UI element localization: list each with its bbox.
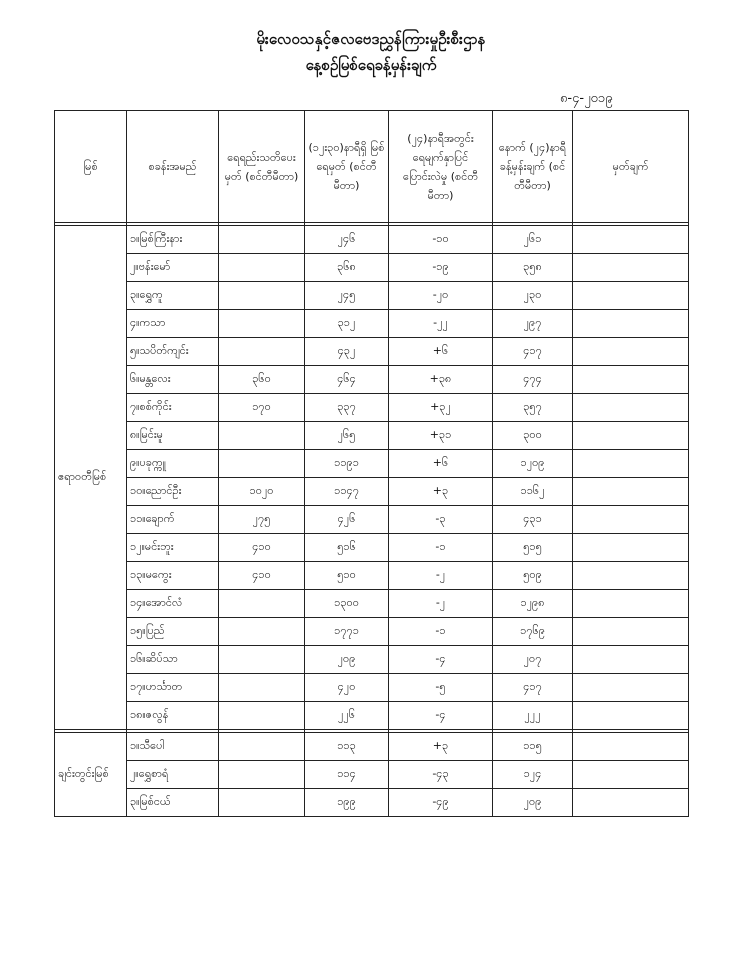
river-name: ချင်းတွင်းမြစ် [55, 733, 127, 817]
agency-title: မိုးလေဝသနှင့်ဇလဗေဒညွှန်ကြားမှုဦးစီးဌာန [256, 30, 486, 48]
water-level: ၄၂၀ [305, 674, 389, 702]
forecast-level: ၄၃၁ [493, 506, 573, 534]
forecast-level: ၁၁၅ [493, 733, 573, 761]
remarks [573, 366, 689, 394]
water-level: ၄၆၄ [305, 366, 389, 394]
station-name: ၁။မြစ်ကြီးနား [127, 226, 219, 254]
danger-level: ၃၆၀ [219, 366, 305, 394]
water-level: ၂၄၆ [305, 226, 389, 254]
table-row [55, 422, 689, 450]
table-row [55, 702, 689, 730]
remarks [573, 590, 689, 618]
report-title: နေ့စဉ်မြစ်ရေခန့်မှန်းချက် [305, 56, 437, 74]
water-level: ၄၃၂ [305, 338, 389, 366]
forecast-level: ၃၀၀ [493, 422, 573, 450]
level-change: -၂၂ [389, 310, 493, 338]
remarks [573, 506, 689, 534]
station-name: ၁၇။ဟင်္သာတ [127, 674, 219, 702]
danger-level [219, 674, 305, 702]
forecast-level: ၁၇၆၉ [493, 618, 573, 646]
station-name: ၁၆။ဆိပ်သာ [127, 646, 219, 674]
danger-level: ၂၇၅ [219, 506, 305, 534]
remarks [573, 310, 689, 338]
level-change: +၆ [389, 338, 493, 366]
station-name: ၁၅။ပြည် [127, 618, 219, 646]
table-row [55, 394, 689, 422]
remarks [573, 338, 689, 366]
danger-level: ၄၁၀ [219, 534, 305, 562]
remarks [573, 733, 689, 761]
forecast-level: ၄၇၄ [493, 366, 573, 394]
remarks [573, 618, 689, 646]
danger-level [219, 282, 305, 310]
remarks [573, 282, 689, 310]
forecast-level: ၃၅၇ [493, 394, 573, 422]
remarks [573, 562, 689, 590]
level-change: +၃ [389, 733, 493, 761]
table-body [55, 223, 689, 817]
table-row [55, 646, 689, 674]
danger-level: ၁၀၂၀ [219, 478, 305, 506]
station-name: ၁။သီပေါ [127, 733, 219, 761]
danger-level [219, 733, 305, 761]
forecast-level: ၁၂၀၉ [493, 450, 573, 478]
report-date: ၈-၄-၂၀၁၉ [560, 91, 613, 106]
remarks [573, 534, 689, 562]
level-change: -၃ [389, 506, 493, 534]
station-name: ၁၂။မင်းဘူး [127, 534, 219, 562]
col-header-water-level: (၁၂း၃၀)နာရီရှိ မြစ်ရေမှတ် (စင်တီမီတာ) [305, 111, 389, 223]
forecast-level: ၁၂၉၈ [493, 590, 573, 618]
remarks [573, 674, 689, 702]
level-change: -၄၃ [389, 761, 493, 789]
table-row [55, 590, 689, 618]
col-header-change: (၂၄)နာရီအတွင်း ရေမျက်နှာပြင် ပြောင်းလဲမှု (စင်တီမီတာ) [389, 111, 493, 223]
danger-level [219, 254, 305, 282]
water-level: ၃၁၂ [305, 310, 389, 338]
station-name: ၅။သပိတ်ကျင်း [127, 338, 219, 366]
station-name: ၉။ပခုက္ကူ [127, 450, 219, 478]
remarks [573, 478, 689, 506]
level-change: -၂ [389, 590, 493, 618]
level-change: -၂၀ [389, 282, 493, 310]
level-change: -၁ [389, 534, 493, 562]
danger-level [219, 450, 305, 478]
water-level: ၄၂၆ [305, 506, 389, 534]
forecast-level: ၂၉၇ [493, 310, 573, 338]
col-header-remarks: မှတ်ချက် [573, 111, 689, 223]
table-row [55, 450, 689, 478]
river-name: ဧရာဝတီမြစ် [55, 226, 127, 730]
level-change: +၃၂ [389, 394, 493, 422]
forecast-level: ၄၁၇ [493, 674, 573, 702]
remarks [573, 394, 689, 422]
danger-level [219, 702, 305, 730]
remarks [573, 789, 689, 817]
station-name: ၁၀။ညောင်ဦး [127, 478, 219, 506]
table-row [55, 789, 689, 817]
water-level: ၂၆၅ [305, 422, 389, 450]
station-name: ၂။ရွှေစာရံ [127, 761, 219, 789]
table-row [55, 506, 689, 534]
level-change: +၃၁ [389, 422, 493, 450]
forecast-level: ၂၀၇ [493, 646, 573, 674]
remarks [573, 761, 689, 789]
table-row [55, 562, 689, 590]
forecast-level: ၂၆၁ [493, 226, 573, 254]
level-change: +၃ [389, 478, 493, 506]
danger-level [219, 789, 305, 817]
water-level: ၁၁၉၁ [305, 450, 389, 478]
danger-level: ၄၁၀ [219, 562, 305, 590]
table-row [55, 310, 689, 338]
water-level: ၁၁၄ [305, 761, 389, 789]
forecast-level: ၅၁၅ [493, 534, 573, 562]
station-name: ၄။ကသာ [127, 310, 219, 338]
level-change: -၄ [389, 646, 493, 674]
table-row [55, 338, 689, 366]
water-level: ၁၁၄၇ [305, 478, 389, 506]
station-name: ၂။ဗန်းမော် [127, 254, 219, 282]
forecast-level: ၂၃၀ [493, 282, 573, 310]
station-name: ၆။မန္တလေး [127, 366, 219, 394]
table-row [55, 618, 689, 646]
table-row [55, 733, 689, 761]
station-name: ၁၁။ချောက် [127, 506, 219, 534]
level-change: -၁၀ [389, 226, 493, 254]
water-level: ၁၉၉ [305, 789, 389, 817]
col-header-river: မြစ် [55, 111, 127, 223]
station-name: ၃။မြစ်ငယ် [127, 789, 219, 817]
water-level: ၁၁၃ [305, 733, 389, 761]
col-header-forecast: နောက် (၂၄)နာရီ ခန့်မှန်းချက် (စင်တီမီတာ) [493, 111, 573, 223]
level-change: -၄၉ [389, 789, 493, 817]
level-change: +၃၈ [389, 366, 493, 394]
forecast-level: ၁၁၆၂ [493, 478, 573, 506]
table-row [55, 761, 689, 789]
water-level: ၂၀၉ [305, 646, 389, 674]
table-row [55, 534, 689, 562]
station-name: ၁၄။အောင်လံ [127, 590, 219, 618]
forecast-level: ၄၁၇ [493, 338, 573, 366]
water-level: ၂၄၅ [305, 282, 389, 310]
remarks [573, 422, 689, 450]
station-name: ၁၃။မကွေး [127, 562, 219, 590]
remarks [573, 450, 689, 478]
level-change: -၄ [389, 702, 493, 730]
table-row [55, 282, 689, 310]
danger-level [219, 338, 305, 366]
station-name: ၈။မြင်းမူ [127, 422, 219, 450]
remarks [573, 646, 689, 674]
table-row [55, 254, 689, 282]
station-name: ၇။စစ်ကိုင်း [127, 394, 219, 422]
water-level: ၁၃၀၀ [305, 590, 389, 618]
water-level: ၃၆၈ [305, 254, 389, 282]
danger-level [219, 590, 305, 618]
danger-level: ၁၇၀ [219, 394, 305, 422]
level-change: -၁ [389, 618, 493, 646]
water-level: ၅၁၀ [305, 562, 389, 590]
danger-level [219, 422, 305, 450]
river-level-table [54, 110, 689, 817]
level-change: -၂ [389, 562, 493, 590]
water-level: ၅၁၆ [305, 534, 389, 562]
danger-level [219, 761, 305, 789]
col-header-danger-level: ရေရည်းသတိပေးမှတ် (စင်တီမီတာ) [219, 111, 305, 223]
danger-level [219, 646, 305, 674]
forecast-level: ၃၅၈ [493, 254, 573, 282]
table-row [55, 226, 689, 254]
water-level: ၃၃၇ [305, 394, 389, 422]
col-header-station: စခန်းအမည် [127, 111, 219, 223]
table-row [55, 366, 689, 394]
danger-level [219, 618, 305, 646]
forecast-level: ၂၀၉ [493, 789, 573, 817]
water-level: ၂၂၆ [305, 702, 389, 730]
table-row [55, 674, 689, 702]
level-change: -၁၉ [389, 254, 493, 282]
danger-level [219, 310, 305, 338]
remarks [573, 702, 689, 730]
water-level: ၁၇၇၁ [305, 618, 389, 646]
level-change: +၆ [389, 450, 493, 478]
forecast-level: ၁၂၄ [493, 761, 573, 789]
level-change: -၅ [389, 674, 493, 702]
danger-level [219, 226, 305, 254]
station-name: ၁၈။ဇလွန် [127, 702, 219, 730]
station-name: ၃။ရွှေကူ [127, 282, 219, 310]
forecast-level: ၂၂၂ [493, 702, 573, 730]
remarks [573, 254, 689, 282]
remarks [573, 226, 689, 254]
table-row [55, 478, 689, 506]
forecast-level: ၅၀၉ [493, 562, 573, 590]
